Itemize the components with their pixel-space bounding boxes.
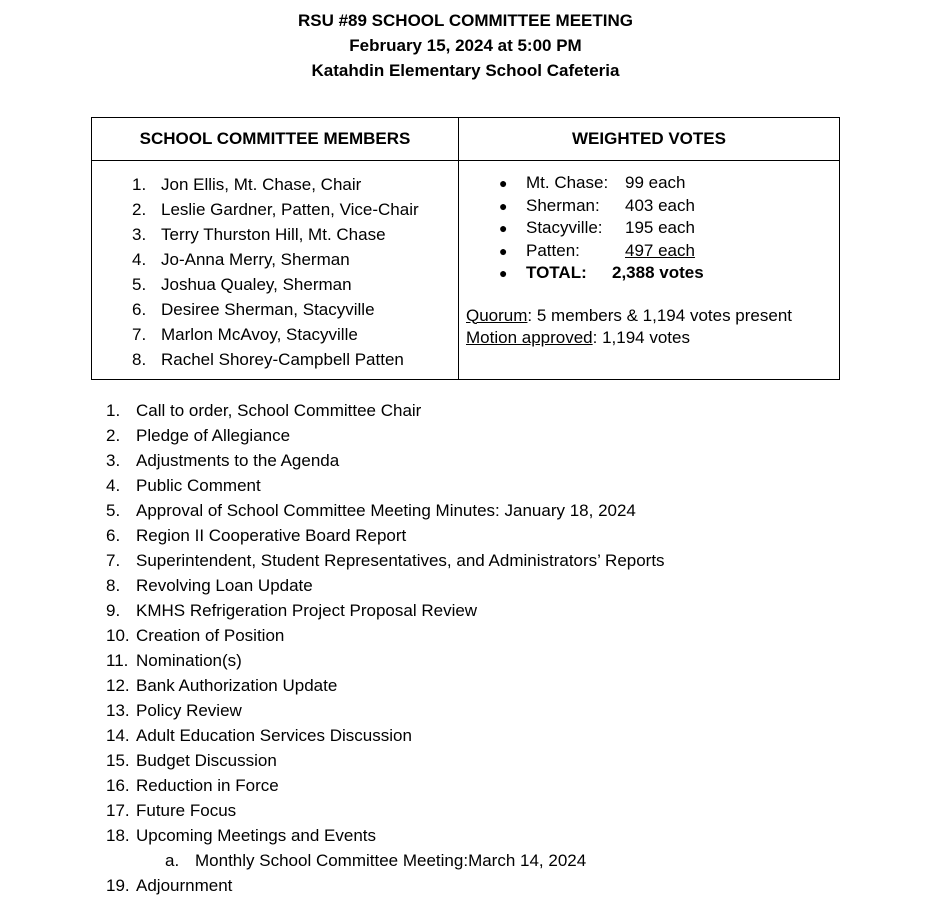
agenda-item: 14. Adult Education Services Discussion bbox=[106, 726, 412, 745]
agenda-item: 17. Future Focus bbox=[106, 801, 237, 820]
members-list bbox=[92, 161, 458, 372]
member-item: 4. Jo-Anna Merry, Sherman bbox=[132, 250, 350, 269]
agenda-item: 13. Policy Review bbox=[106, 701, 242, 720]
member-item: 3. Terry Thurston Hill, Mt. Chase bbox=[132, 225, 386, 244]
bullet-icon: ● bbox=[499, 265, 508, 281]
agenda-item: 16. Reduction in Force bbox=[106, 776, 279, 795]
member-item: 1. Jon Ellis, Mt. Chase, Chair bbox=[132, 175, 362, 194]
meeting-location: Katahdin Elementary School Cafeteria bbox=[311, 61, 620, 80]
agenda-item: 5. Approval of School Committee Meeting Minutes: January 18, 2024 bbox=[106, 501, 636, 520]
vote-item: ● Stacyville: 195 each bbox=[499, 217, 839, 240]
agenda-item: 4. Public Comment bbox=[106, 476, 261, 495]
agenda-item: 1. Call to order, School Committee Chair bbox=[106, 401, 422, 420]
votes-cell bbox=[459, 161, 840, 380]
vote-item: ● Patten: 497 each bbox=[499, 240, 839, 263]
agenda-item: 19. Adjournment bbox=[106, 876, 233, 895]
agenda-item: 15. Budget Discussion bbox=[106, 751, 277, 770]
agenda-item: 11. Nomination(s) bbox=[106, 651, 242, 670]
agenda-item: 8. Revolving Loan Update bbox=[106, 576, 313, 595]
agenda-item: 9. KMHS Refrigeration Project Proposal Review bbox=[106, 601, 478, 620]
agenda-item: 3. Adjustments to the Agenda bbox=[106, 451, 340, 470]
meeting-date: February 15, 2024 at 5:00 PM bbox=[349, 36, 582, 55]
vote-item: ● Sherman: 403 each bbox=[499, 195, 839, 218]
agenda-subitem: a. Monthly School Committee Meeting:March 14, 2024 bbox=[165, 851, 587, 870]
votes-list bbox=[459, 161, 839, 285]
member-item: 6. Desiree Sherman, Stacyville bbox=[132, 300, 375, 319]
members-column-header: SCHOOL COMMITTEE MEMBERS bbox=[92, 118, 459, 161]
votes-column-header: WEIGHTED VOTES bbox=[459, 118, 840, 161]
motion-line: Motion approved: 1,194 votes bbox=[466, 328, 690, 347]
member-item: 5. Joshua Qualey, Sherman bbox=[132, 275, 352, 294]
bullet-icon: ● bbox=[499, 242, 508, 259]
meeting-title: RSU #89 SCHOOL COMMITTEE MEETING bbox=[297, 11, 633, 30]
agenda-item: 2. Pledge of Allegiance bbox=[106, 426, 291, 445]
vote-total: ● TOTAL: 2,388 votes bbox=[499, 262, 839, 285]
bullet-icon: ● bbox=[499, 197, 508, 214]
agenda-item: 7. Superintendent, Student Representatives, and Administrators’ Reports bbox=[106, 551, 665, 570]
agenda-item: 10. Creation of Position bbox=[106, 626, 285, 645]
document-header bbox=[0, 8, 931, 83]
vote-item: ● Mt. Chase: 99 each bbox=[499, 172, 839, 195]
agenda-list bbox=[106, 398, 665, 898]
member-item: 7. Marlon McAvoy, Stacyville bbox=[132, 325, 358, 344]
bullet-icon: ● bbox=[499, 175, 508, 191]
agenda-item: 18. Upcoming Meetings and Events bbox=[106, 826, 377, 845]
bullet-icon: ● bbox=[499, 220, 508, 236]
quorum-line: Quorum: 5 members & 1,194 votes present bbox=[466, 305, 793, 325]
agenda-item: 12. Bank Authorization Update bbox=[106, 676, 338, 695]
member-item: 8. Rachel Shorey-Campbell Patten bbox=[132, 350, 404, 369]
members-cell bbox=[92, 161, 459, 380]
member-item: 2. Leslie Gardner, Patten, Vice-Chair bbox=[132, 200, 419, 219]
members-votes-table bbox=[91, 117, 840, 380]
agenda-item: 6. Region II Cooperative Board Report bbox=[106, 526, 407, 545]
